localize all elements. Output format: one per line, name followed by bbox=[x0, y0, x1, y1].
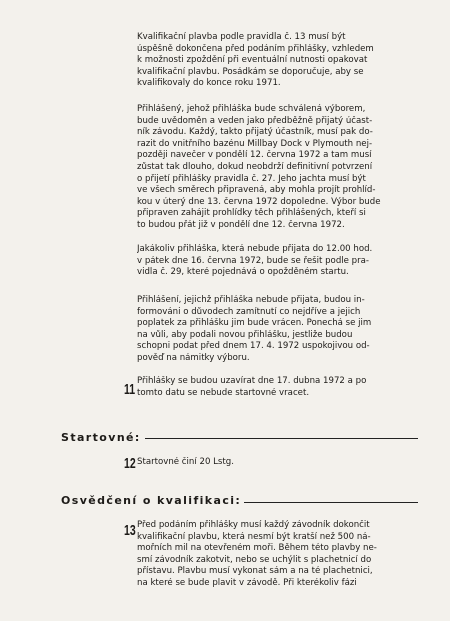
text-line: pověď na námitky výboru. bbox=[137, 352, 250, 363]
paragraph-late-entry bbox=[137, 244, 419, 279]
text-line: smí závodník zakotvit, nebo se uchýlit s plachetnicí do bbox=[137, 554, 372, 565]
section-heading-qualification: Osvědčení o kvalifikaci: bbox=[61, 494, 242, 507]
text-line: později navečer v pondělí 12. června 1972 a tam musí bbox=[137, 150, 372, 161]
text-line: Přihlášení, jejichž přihláška nebude přijata, budou in- bbox=[137, 295, 365, 305]
text-line: Před podáním přihlášky musí každý závodník dokončit bbox=[137, 520, 370, 530]
text-line: ve všech směrech připravená, aby mohla projít prohlíd- bbox=[137, 185, 376, 196]
text-line: vidla č. 29, které pojednává o opožděném startu. bbox=[137, 267, 349, 278]
rule-number-11: 11 bbox=[124, 381, 136, 398]
heading-rule bbox=[244, 502, 418, 503]
text-line: Přihlášený, jehož přihláška bude schválená výborem, bbox=[137, 104, 366, 114]
text-line: o přijetí přihlášky pravidla č. 27. Jeho jachta musí být bbox=[137, 173, 366, 184]
text-line: Přihlášky se budou uzavírat dne 17. dubna 1972 a po bbox=[137, 376, 367, 386]
text-line: bude uvědoměn a veden jako předběžně přijatý účast- bbox=[137, 115, 373, 126]
text-line: Kvalifikační plavba podle pravidla č. 13 musí být bbox=[137, 32, 346, 42]
text-line: na vůli, aby podali novou přihlášku, jestliže budou bbox=[137, 329, 353, 340]
text-line: kou v úterý dne 13. června 1972 dopoledne. Výbor bude bbox=[137, 196, 381, 207]
paragraph-provisional-acceptance bbox=[137, 104, 419, 232]
text-line: připraven zahájit prohlídky těch přihlášených, kteří si bbox=[137, 208, 366, 219]
text-line: úspěšně dokončena před podáním přihlášky, vzhledem bbox=[137, 43, 374, 54]
text-line: schopni podat před dnem 17. 4. 1972 uspokojivou od- bbox=[137, 341, 370, 352]
text-line: Jakákoliv přihláška, která nebude přijata do 12.00 hod. bbox=[137, 244, 373, 254]
text-line: poplatek za přihlášku jim bude vrácen. Ponechá se jim bbox=[137, 318, 372, 329]
text-line: razit do vnitřního bazénu Millbay Dock v Plymouth nej- bbox=[137, 138, 373, 149]
text-line: tomto datu se nebude startovné vracet. bbox=[137, 387, 310, 398]
rule-number-13: 13 bbox=[124, 522, 136, 539]
text-line: zůstat tak dlouho, dokud neobdrží definitivní potvrzení bbox=[137, 161, 373, 172]
text-line: v pátek dne 16. června 1972, bude se řešit podle pra- bbox=[137, 255, 370, 266]
paragraph-entries-close bbox=[137, 376, 419, 399]
text-line: mořních mil na otevřeném moři. Během této plavby ne- bbox=[137, 543, 377, 554]
rule-number-12: 12 bbox=[124, 455, 136, 472]
text-line: přístavu. Plavbu musí vykonat sám a na té plachetnici, bbox=[137, 566, 373, 577]
text-line: Startovné činí 20 Lstg. bbox=[137, 457, 234, 467]
text-line: kvalifikační plavbu. Posádkám se doporučuje, aby se bbox=[137, 66, 364, 77]
paragraph-entry-fee bbox=[137, 457, 419, 469]
text-line: ník závodu. Každý, takto přijatý účastník, musí pak do- bbox=[137, 127, 373, 138]
text-line: formováni o důvodech zamítnutí co nejdříve a jejich bbox=[137, 306, 361, 317]
text-line: kvalifikační plavbu, která nesmí být kratší než 500 ná- bbox=[137, 531, 371, 542]
text-line: to budou přát již v pondělí dne 12. června 1972. bbox=[137, 219, 345, 230]
text-line: kvalifikovaly do konce roku 1971. bbox=[137, 78, 281, 89]
paragraph-qualification-voyage bbox=[137, 520, 419, 590]
text-line: k možnosti zpoždění při eventuální nutnosti opakovat bbox=[137, 55, 368, 66]
text-line: na které se bude plavit v závodě. Při kterékoliv fázi bbox=[137, 577, 357, 588]
heading-rule bbox=[145, 438, 418, 439]
paragraph-qualification-deadline bbox=[137, 32, 419, 90]
paragraph-rejected-entries bbox=[137, 295, 419, 365]
section-heading-entry-fee: Startovné: bbox=[61, 431, 141, 444]
